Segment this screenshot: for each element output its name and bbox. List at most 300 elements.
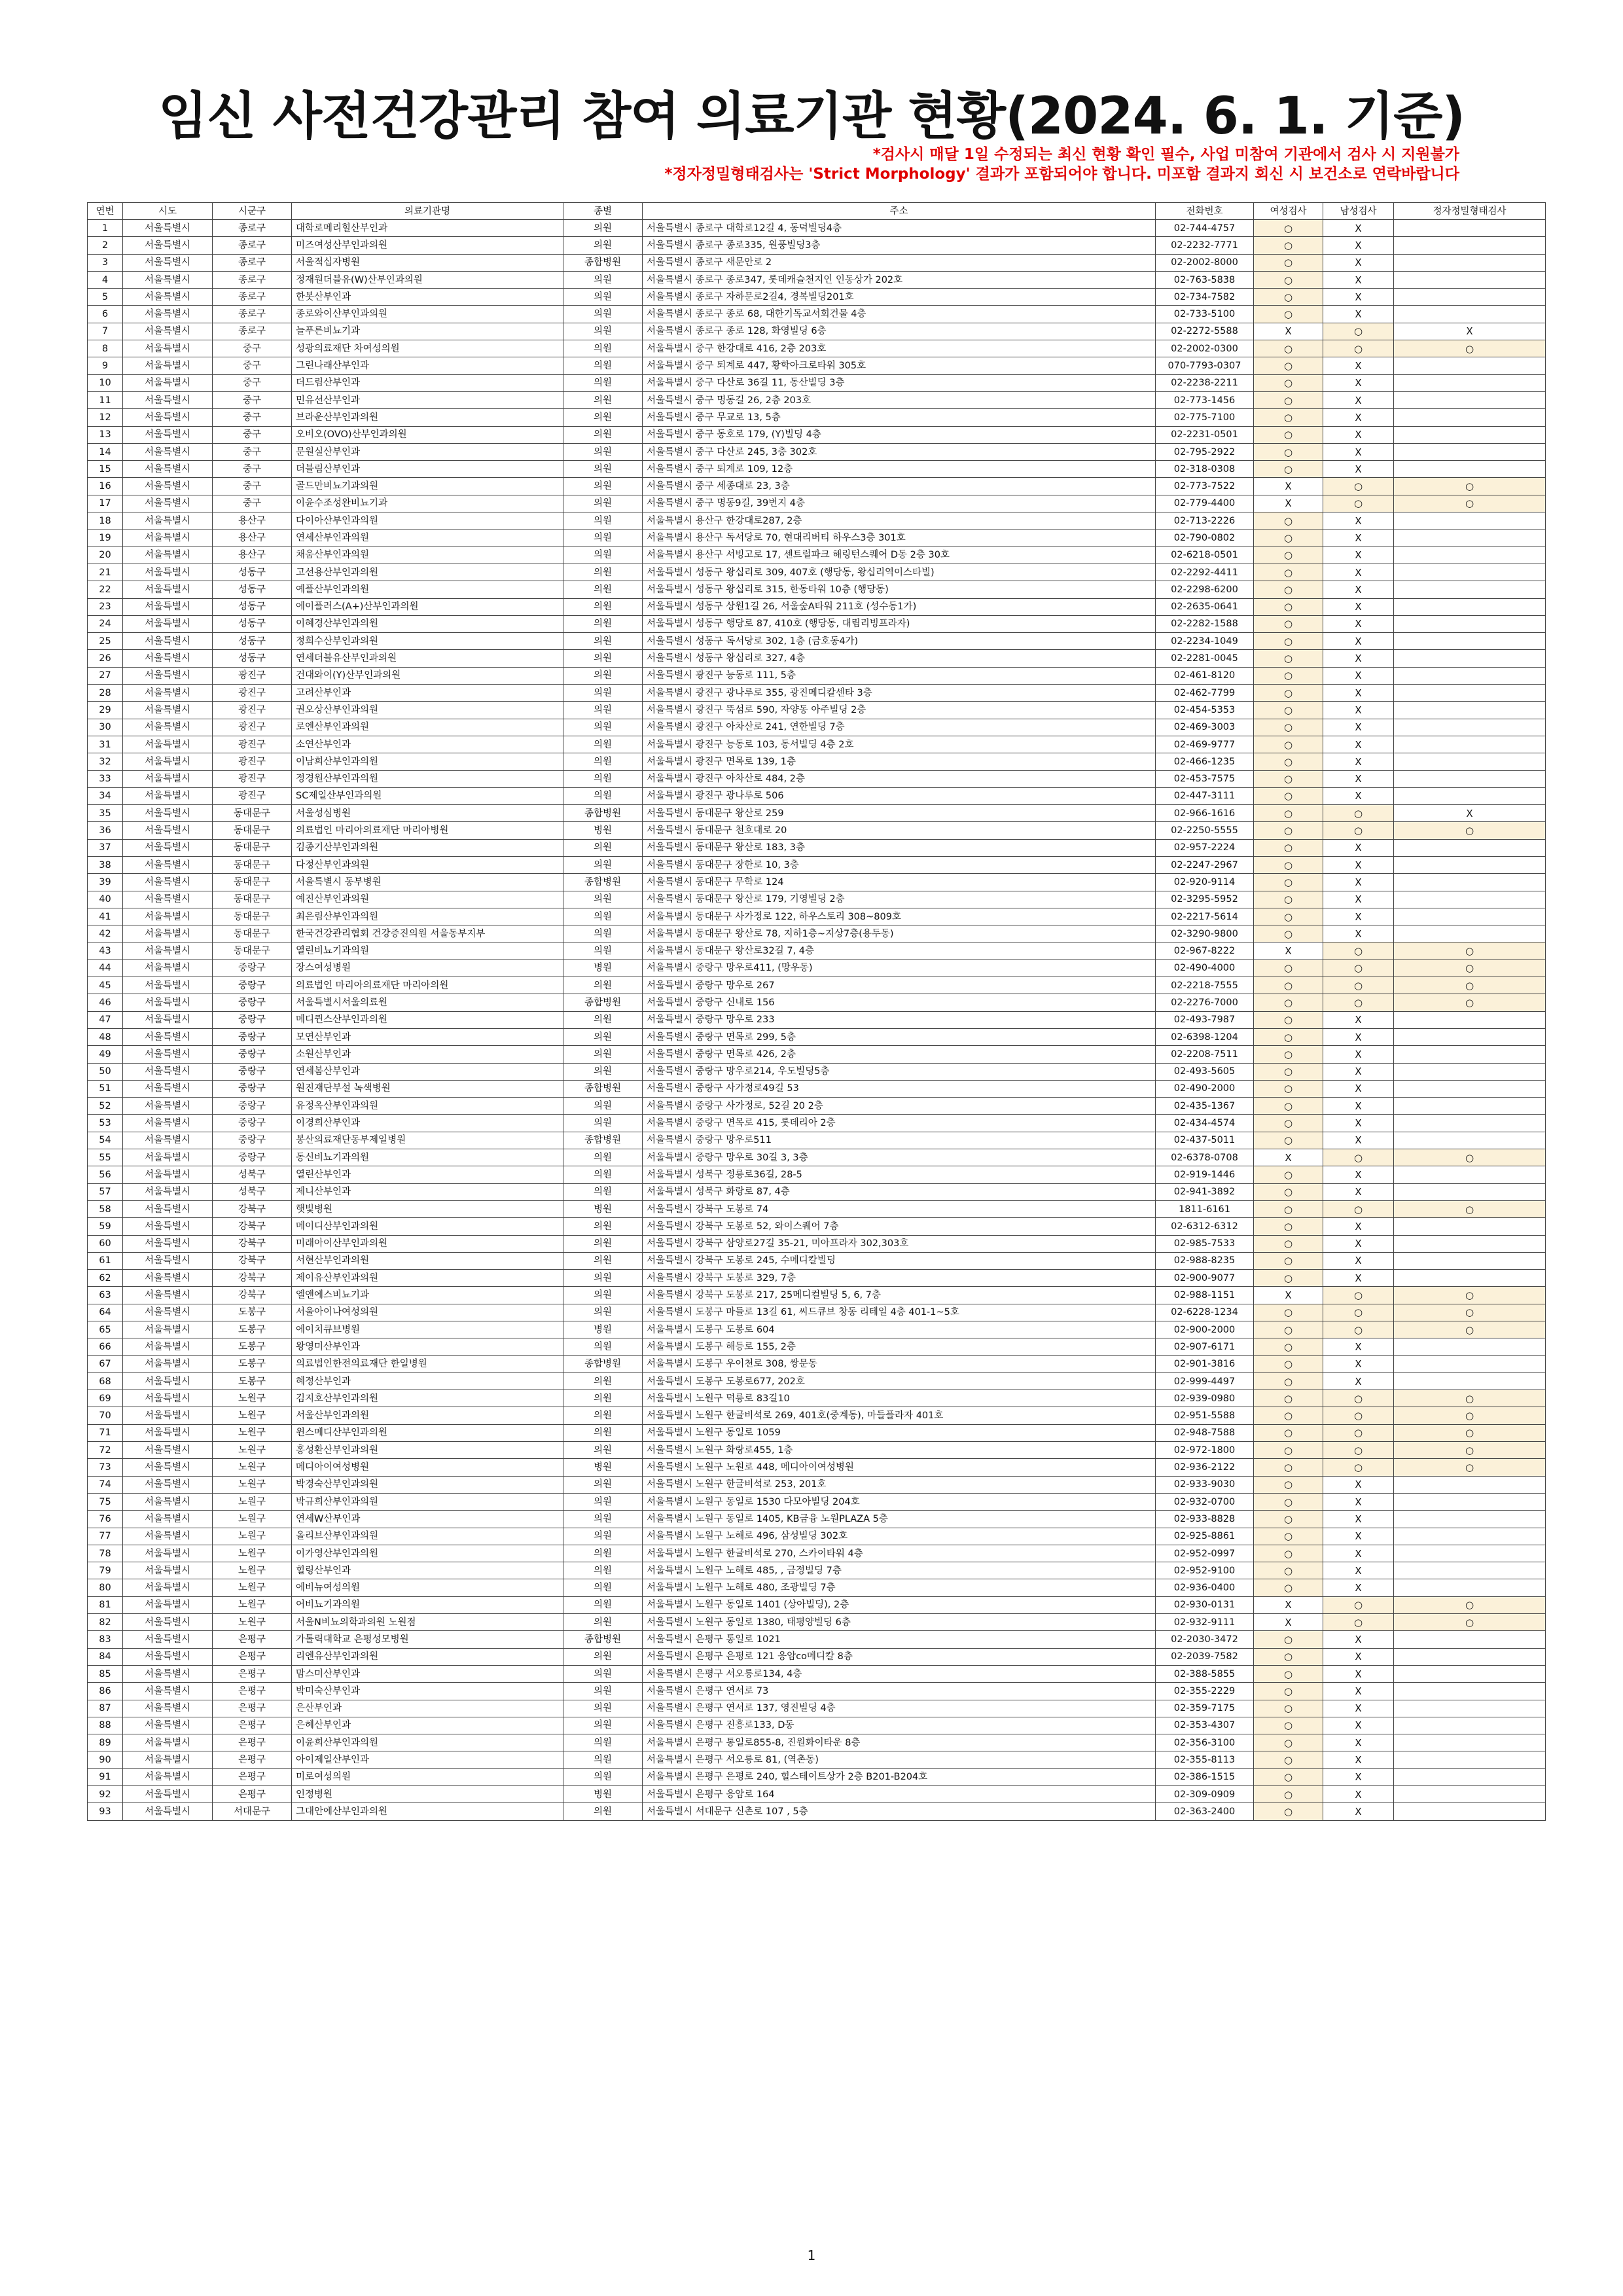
table-row [88,289,1546,306]
sperm-morphology-test-cell [1394,702,1546,719]
institution-type-cell: 의원 [563,1803,643,1820]
sperm-morphology-test-cell [1394,856,1546,873]
district-cell: 강북구 [213,1287,292,1304]
institution-type-cell: 의원 [563,443,643,460]
table-row [88,1562,1546,1579]
sperm-morphology-test-cell [1394,1476,1546,1493]
column-header: 종별 [563,203,643,220]
row-number: 56 [88,1166,123,1183]
address-cell: 서울특별시 은평구 통일로 1021 [643,1631,1156,1648]
row-number: 80 [88,1579,123,1596]
female-test-cell: ○ [1254,1355,1323,1372]
female-test-cell: ○ [1254,1321,1323,1338]
province-cell: 서울특별시 [123,1115,213,1132]
phone-cell: 02-951-5588 [1156,1407,1254,1424]
district-cell: 동대문구 [213,822,292,839]
address-cell: 서울특별시 도봉구 도봉로677, 202호 [643,1372,1156,1390]
row-number: 61 [88,1252,123,1269]
phone-cell: 02-2002-0300 [1156,340,1254,357]
table-row [88,1545,1546,1562]
province-cell: 서울특별시 [123,461,213,478]
row-number: 76 [88,1511,123,1528]
address-cell: 서울특별시 동대문구 왕산로 179, 기영빌딩 2층 [643,891,1156,908]
female-test-cell: ○ [1254,960,1323,977]
institution-type-cell: 의원 [563,1683,643,1700]
female-test-cell: X [1254,323,1323,340]
table-row [88,443,1546,460]
phone-cell: 02-933-8828 [1156,1511,1254,1528]
institution-type-cell: 의원 [563,547,643,564]
province-cell: 서울특별시 [123,237,213,254]
phone-cell: 02-936-0400 [1156,1579,1254,1596]
district-cell: 중랑구 [213,994,292,1011]
phone-cell: 02-469-3003 [1156,719,1254,736]
female-test-cell: ○ [1254,1252,1323,1269]
district-cell: 중랑구 [213,1080,292,1097]
province-cell: 서울특별시 [123,1080,213,1097]
sperm-morphology-test-cell [1394,1098,1546,1115]
province-cell: 서울특별시 [123,719,213,736]
institution-type-cell: 의원 [563,581,643,598]
female-test-cell: ○ [1254,220,1323,237]
row-number: 53 [88,1115,123,1132]
table-row [88,1700,1546,1717]
table-row [88,1046,1546,1063]
address-cell: 서울특별시 노원구 한글비석로 270, 스카이타워 4층 [643,1545,1156,1562]
district-cell: 노원구 [213,1579,292,1596]
sperm-morphology-test-cell [1394,237,1546,254]
province-cell: 서울특별시 [123,787,213,804]
district-cell: 강북구 [213,1200,292,1217]
row-number: 10 [88,374,123,391]
address-cell: 서울특별시 중구 명동길 26, 2층 203호 [643,391,1156,408]
district-cell: 종로구 [213,271,292,288]
address-cell: 서울특별시 종로구 종로 128, 화영빌딩 6층 [643,323,1156,340]
institution-type-cell: 의원 [563,977,643,994]
phone-cell: 070-7793-0307 [1156,357,1254,374]
male-test-cell: X [1323,547,1394,564]
male-test-cell: ○ [1323,805,1394,822]
district-cell: 중구 [213,340,292,357]
address-cell: 서울특별시 은평구 진흥로133, D동 [643,1717,1156,1734]
sperm-morphology-test-cell [1394,736,1546,753]
female-test-cell: ○ [1254,1476,1323,1493]
male-test-cell: ○ [1323,323,1394,340]
table-row [88,1028,1546,1045]
institution-name-cell: 제니산부인과 [292,1183,563,1200]
sperm-morphology-test-cell [1394,1717,1546,1734]
column-header: 시군구 [213,203,292,220]
address-cell: 서울특별시 노원구 동일로 1401 (상아빌딩), 2층 [643,1596,1156,1613]
address-cell: 서울특별시 광진구 능동로 111, 5층 [643,667,1156,684]
institution-name-cell: 은혜산부인과 [292,1717,563,1734]
row-number: 9 [88,357,123,374]
female-test-cell: ○ [1254,1442,1323,1459]
sperm-morphology-test-cell [1394,787,1546,804]
row-number: 62 [88,1270,123,1287]
institution-name-cell: 리엔유산부인과의원 [292,1648,563,1665]
male-test-cell: X [1323,925,1394,942]
institution-name-cell: 이윤수조성완비뇨기과 [292,495,563,512]
male-test-cell: X [1323,1028,1394,1045]
phone-cell: 02-435-1367 [1156,1098,1254,1115]
sperm-morphology-test-cell [1394,1028,1546,1045]
institution-type-cell: 병원 [563,822,643,839]
district-cell: 중구 [213,443,292,460]
female-test-cell: ○ [1254,443,1323,460]
table-row [88,1218,1546,1235]
address-cell: 서울특별시 광진구 아차산로 484, 2층 [643,770,1156,787]
address-cell: 서울특별시 중랑구 망우로214, 우도빌딩5층 [643,1063,1156,1080]
phone-cell: 02-2298-6200 [1156,581,1254,598]
column-header: 전화번호 [1156,203,1254,220]
institution-type-cell: 의원 [563,1063,643,1080]
sperm-morphology-test-cell [1394,1803,1546,1820]
sperm-morphology-test-cell [1394,254,1546,271]
province-cell: 서울특별시 [123,1803,213,1820]
institution-name-cell: 의료법인한전의료재단 한일병원 [292,1355,563,1372]
institution-name-cell: 봉산의료재단동부제일병원 [292,1132,563,1149]
phone-cell: 02-3295-5952 [1156,891,1254,908]
phone-cell: 02-933-9030 [1156,1476,1254,1493]
institution-type-cell: 의원 [563,512,643,529]
institution-type-cell: 의원 [563,1011,643,1028]
address-cell: 서울특별시 용산구 한강대로287, 2층 [643,512,1156,529]
institution-name-cell: 에이플러스(A+)산부인과의원 [292,598,563,615]
institution-name-cell: 고선용산부인과의원 [292,564,563,581]
district-cell: 노원구 [213,1476,292,1493]
district-cell: 노원구 [213,1424,292,1441]
female-test-cell: ○ [1254,1648,1323,1665]
male-test-cell: X [1323,409,1394,426]
table-row [88,1407,1546,1424]
institution-name-cell: 채움산부인과의원 [292,547,563,564]
page-title: 임신 사전건강관리 참여 의료기관 현황(2024. 6. 1. 기준) [158,87,1465,146]
institution-name-cell: 어비뇨기과의원 [292,1596,563,1613]
province-cell: 서울특별시 [123,615,213,632]
sperm-morphology-test-cell [1394,891,1546,908]
district-cell: 광진구 [213,770,292,787]
institution-type-cell: 의원 [563,1028,643,1045]
district-cell: 종로구 [213,289,292,306]
institution-name-cell: 연세봄산부인과 [292,1063,563,1080]
province-cell: 서울특별시 [123,1683,213,1700]
table-row [88,461,1546,478]
address-cell: 서울특별시 동대문구 왕산로 183, 3층 [643,839,1156,856]
district-cell: 도봉구 [213,1304,292,1321]
province-cell: 서울특별시 [123,443,213,460]
male-test-cell: X [1323,615,1394,632]
male-test-cell: ○ [1323,495,1394,512]
male-test-cell: X [1323,1665,1394,1682]
female-test-cell: ○ [1254,736,1323,753]
sperm-morphology-test-cell [1394,547,1546,564]
female-test-cell: ○ [1254,409,1323,426]
institution-type-cell: 의원 [563,289,643,306]
phone-cell: 02-988-1151 [1156,1287,1254,1304]
institution-name-cell: 건대와이(Y)산부인과의원 [292,667,563,684]
address-cell: 서울특별시 도봉구 도봉로 604 [643,1321,1156,1338]
sperm-morphology-test-cell [1394,685,1546,702]
row-number: 65 [88,1321,123,1338]
province-cell: 서울특별시 [123,994,213,1011]
male-test-cell: X [1323,736,1394,753]
institution-name-cell: 동신비뇨기과의원 [292,1149,563,1166]
address-cell: 서울특별시 광진구 아차산로 241, 연한빌딩 7층 [643,719,1156,736]
sperm-morphology-test-cell [1394,1063,1546,1080]
row-number: 11 [88,391,123,408]
institution-name-cell: 박미숙산부인과 [292,1683,563,1700]
institution-type-cell: 의원 [563,1511,643,1528]
sperm-morphology-test-cell: X [1394,805,1546,822]
institution-name-cell: 서울특별시서울의료원 [292,994,563,1011]
table-row [88,374,1546,391]
male-test-cell: X [1323,1270,1394,1287]
female-test-cell: X [1254,1614,1323,1631]
institution-type-cell: 의원 [563,1545,643,1562]
male-test-cell: ○ [1323,1424,1394,1441]
address-cell: 서울특별시 광진구 뚝섬로 590, 자양동 아주빌딩 2층 [643,702,1156,719]
province-cell: 서울특별시 [123,1338,213,1355]
row-number: 1 [88,220,123,237]
province-cell: 서울특별시 [123,289,213,306]
address-cell: 서울특별시 중구 세종대로 23, 3층 [643,478,1156,495]
row-number: 19 [88,529,123,547]
table-row [88,495,1546,512]
address-cell: 서울특별시 은평구 은평로 240, 힐스테이트상가 2층 B201-B204호 [643,1768,1156,1785]
female-test-cell: ○ [1254,1545,1323,1562]
address-cell: 서울특별시 강북구 도봉로 329, 7층 [643,1270,1156,1287]
column-header: 연번 [88,203,123,220]
institution-type-cell: 병원 [563,960,643,977]
table-row [88,1080,1546,1097]
table-header-row [88,203,1546,220]
row-number: 60 [88,1235,123,1252]
male-test-cell: X [1323,237,1394,254]
sperm-morphology-test-cell [1394,1372,1546,1390]
sperm-morphology-test-cell [1394,1751,1546,1768]
sperm-morphology-test-cell [1394,1631,1546,1648]
province-cell: 서울특별시 [123,1270,213,1287]
district-cell: 은평구 [213,1665,292,1682]
district-cell: 은평구 [213,1700,292,1717]
province-cell: 서울특별시 [123,736,213,753]
address-cell: 서울특별시 중랑구 망우로 267 [643,977,1156,994]
address-cell: 서울특별시 중랑구 망우로 30길 3, 3층 [643,1149,1156,1166]
sperm-morphology-test-cell [1394,633,1546,650]
table-row [88,1287,1546,1304]
male-test-cell: X [1323,598,1394,615]
address-cell: 서울특별시 노원구 한글비석로 269, 401호(중계동), 마들플라자 401호 [643,1407,1156,1424]
institution-name-cell: 혜정산부인과 [292,1372,563,1390]
sperm-morphology-test-cell [1394,443,1546,460]
table-row [88,220,1546,237]
table-row [88,667,1546,684]
female-test-cell: ○ [1254,1235,1323,1252]
row-number: 16 [88,478,123,495]
male-test-cell: X [1323,787,1394,804]
institution-type-cell: 종합병원 [563,1631,643,1648]
row-number: 67 [88,1355,123,1372]
institution-name-cell: 맘스미산부인과 [292,1665,563,1682]
institution-name-cell: 그대안에산부인과의원 [292,1803,563,1820]
row-number: 5 [88,289,123,306]
address-cell: 서울특별시 중랑구 망우로411, (망우동) [643,960,1156,977]
address-cell: 서울특별시 중구 다산로 245, 3층 302호 [643,443,1156,460]
table-row [88,633,1546,650]
district-cell: 노원구 [213,1545,292,1562]
sperm-morphology-test-cell [1394,1115,1546,1132]
phone-cell: 02-734-7582 [1156,289,1254,306]
phone-cell: 02-925-8861 [1156,1528,1254,1545]
row-number: 34 [88,787,123,804]
institution-name-cell: 브라운산부인과의원 [292,409,563,426]
address-cell: 서울특별시 중랑구 망우로 233 [643,1011,1156,1028]
table-row [88,254,1546,271]
row-number: 35 [88,805,123,822]
institution-name-cell: 늘푸른비뇨기과 [292,323,563,340]
male-test-cell: X [1323,1372,1394,1390]
row-number: 32 [88,753,123,770]
institution-name-cell: 올리브산부인과의원 [292,1528,563,1545]
province-cell: 서울특별시 [123,1200,213,1217]
institution-name-cell: 장스여성병원 [292,960,563,977]
table-body [88,220,1546,1821]
institution-type-cell: 의원 [563,770,643,787]
address-cell: 서울특별시 노원구 덕릉로 83길10 [643,1390,1156,1407]
institution-name-cell: 로엔산부인과의원 [292,719,563,736]
institution-name-cell: 제이유산부인과의원 [292,1270,563,1287]
institution-name-cell: 민유선산부인과 [292,391,563,408]
address-cell: 서울특별시 성북구 화랑로 87, 4층 [643,1183,1156,1200]
table-row [88,874,1546,891]
male-test-cell: X [1323,1338,1394,1355]
female-test-cell: ○ [1254,564,1323,581]
female-test-cell: X [1254,478,1323,495]
phone-cell: 02-936-2122 [1156,1459,1254,1476]
row-number: 43 [88,942,123,960]
sperm-morphology-test-cell [1394,512,1546,529]
province-cell: 서울특별시 [123,271,213,288]
institution-type-cell: 의원 [563,685,643,702]
district-cell: 동대문구 [213,805,292,822]
male-test-cell: X [1323,1683,1394,1700]
institution-name-cell: 문원실산부인과 [292,443,563,460]
table-row [88,925,1546,942]
province-cell: 서울특별시 [123,1424,213,1441]
phone-cell: 02-773-1456 [1156,391,1254,408]
male-test-cell: X [1323,306,1394,323]
phone-cell: 02-900-2000 [1156,1321,1254,1338]
female-test-cell: ○ [1254,1803,1323,1820]
sperm-morphology-test-cell [1394,374,1546,391]
province-cell: 서울특별시 [123,1579,213,1596]
institution-name-cell: 대학로메리힐산부인과 [292,220,563,237]
female-test-cell: ○ [1254,1493,1323,1510]
female-test-cell: ○ [1254,787,1323,804]
table-row [88,891,1546,908]
address-cell: 서울특별시 서대문구 신촌로 107 , 5층 [643,1803,1156,1820]
province-cell: 서울특별시 [123,1252,213,1269]
table-row [88,1493,1546,1510]
female-test-cell: ○ [1254,357,1323,374]
province-cell: 서울특별시 [123,374,213,391]
table-row [88,512,1546,529]
table-row [88,702,1546,719]
male-test-cell: X [1323,1717,1394,1734]
female-test-cell: X [1254,942,1323,960]
institution-name-cell: 서울특별시 동부병원 [292,874,563,891]
address-cell: 서울특별시 노원구 한글비석로 253, 201호 [643,1476,1156,1493]
row-number: 85 [88,1665,123,1682]
address-cell: 서울특별시 강북구 도봉로 217, 25메디컬빌딩 5, 6, 7층 [643,1287,1156,1304]
district-cell: 도봉구 [213,1372,292,1390]
row-number: 63 [88,1287,123,1304]
district-cell: 성동구 [213,615,292,632]
address-cell: 서울특별시 은평구 서오릉로 81, (역촌동) [643,1751,1156,1768]
phone-cell: 02-967-8222 [1156,942,1254,960]
address-cell: 서울특별시 중랑구 면목로 415, 롯데리아 2층 [643,1115,1156,1132]
female-test-cell: ○ [1254,1166,1323,1183]
province-cell: 서울특별시 [123,340,213,357]
female-test-cell: ○ [1254,1528,1323,1545]
institution-name-cell: 더드림산부인과 [292,374,563,391]
row-number: 39 [88,874,123,891]
institution-name-cell: 정희수산부인과의원 [292,633,563,650]
female-test-cell: ○ [1254,908,1323,925]
institution-name-cell: 예플산부인과의원 [292,581,563,598]
row-number: 50 [88,1063,123,1080]
female-test-cell: ○ [1254,650,1323,667]
sperm-morphology-test-cell [1394,650,1546,667]
institution-name-cell: 정경원산부인과의원 [292,770,563,787]
institution-type-cell: 종합병원 [563,1080,643,1097]
female-test-cell: X [1254,1596,1323,1613]
institution-name-cell: 열린산부인과 [292,1166,563,1183]
male-test-cell: ○ [1323,1149,1394,1166]
table-row [88,1270,1546,1287]
sperm-morphology-test-cell: ○ [1394,1424,1546,1441]
female-test-cell: ○ [1254,1579,1323,1596]
phone-cell: 02-355-8113 [1156,1751,1254,1768]
province-cell: 서울특별시 [123,1786,213,1803]
phone-cell: 02-901-3816 [1156,1355,1254,1372]
address-cell: 서울특별시 강북구 도봉로 52, 와이스퀘어 7층 [643,1218,1156,1235]
province-cell: 서울특별시 [123,1768,213,1785]
province-cell: 서울특별시 [123,822,213,839]
row-number: 54 [88,1132,123,1149]
male-test-cell: ○ [1323,822,1394,839]
institution-name-cell: 고려산부인과 [292,685,563,702]
district-cell: 노원구 [213,1407,292,1424]
female-test-cell: ○ [1254,1011,1323,1028]
province-cell: 서울특별시 [123,908,213,925]
district-cell: 광진구 [213,685,292,702]
table-row [88,1579,1546,1596]
row-number: 87 [88,1700,123,1717]
male-test-cell: X [1323,1046,1394,1063]
female-test-cell: ○ [1254,770,1323,787]
table-row [88,581,1546,598]
district-cell: 용산구 [213,512,292,529]
institution-type-cell: 의원 [563,220,643,237]
province-cell: 서울특별시 [123,1511,213,1528]
province-cell: 서울특별시 [123,925,213,942]
table-row [88,1321,1546,1338]
table-row [88,1390,1546,1407]
institution-type-cell: 의원 [563,391,643,408]
province-cell: 서울특별시 [123,650,213,667]
